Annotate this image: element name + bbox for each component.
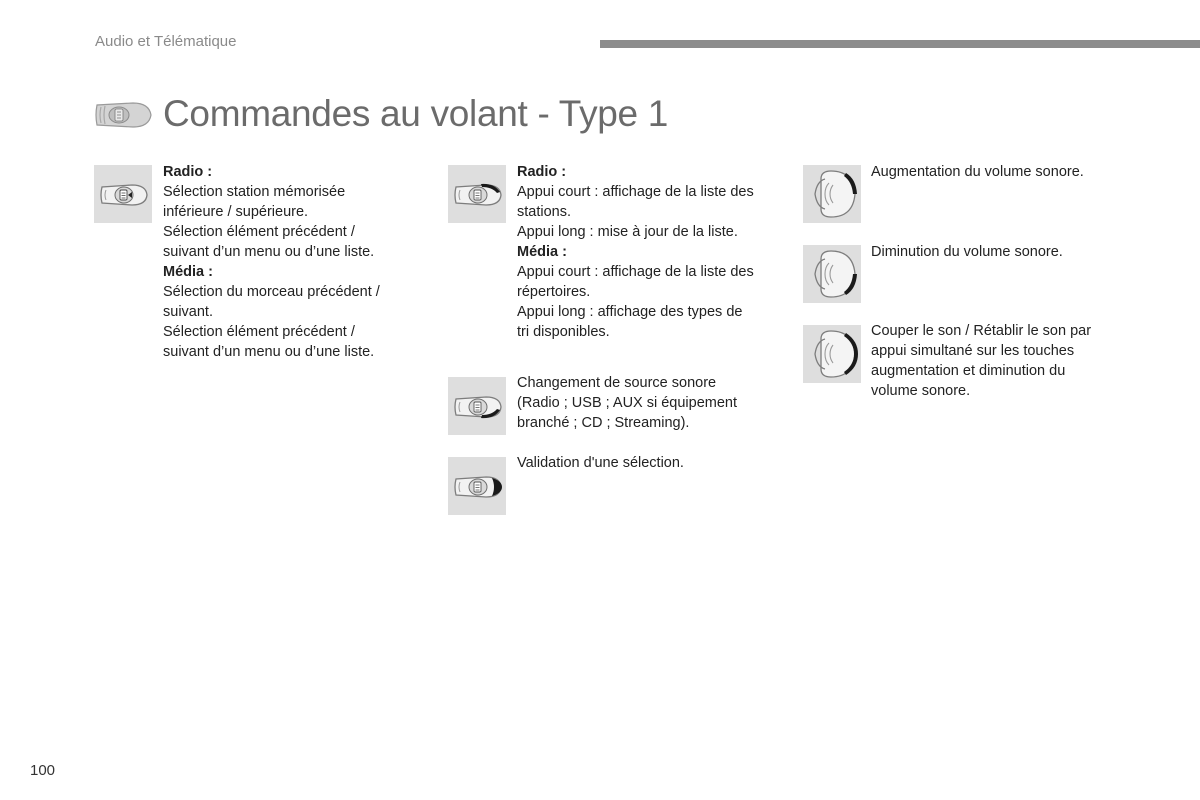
column-2-item-2-text — [517, 373, 737, 433]
page-number: 100 — [30, 762, 56, 779]
text-line: Radio : — [163, 164, 213, 180]
volume-down-control-icon — [803, 245, 861, 303]
text-line: Appui court : affichage de la liste des — [517, 264, 754, 280]
text-line: Sélection station mémorisée — [163, 184, 346, 200]
text-line: branché ; CD ; Streaming). — [517, 415, 690, 431]
header-section-title: Audio et Télématique — [95, 33, 237, 50]
column-3-item-3-text — [871, 321, 1091, 401]
header-bar — [600, 40, 1200, 48]
text-line: répertoires. — [517, 284, 591, 300]
mute-control-icon — [803, 325, 861, 383]
text-line: Appui court : affichage de la liste des — [517, 184, 754, 200]
text-line: Validation d'une sélection. — [517, 455, 684, 471]
text-line: tri disponibles. — [517, 324, 610, 340]
column-2-item-1-text — [517, 162, 754, 342]
text-line: Appui long : mise à jour de la liste. — [517, 224, 738, 240]
text-line: Radio : — [517, 164, 567, 180]
text-line: Média : — [517, 244, 567, 260]
column-2-item-3-text — [517, 453, 684, 473]
volume-up-control-icon — [803, 165, 861, 223]
text-line: Appui long : affichage des types de — [517, 304, 743, 320]
text-line: Changement de source sonore — [517, 375, 717, 391]
text-line: inférieure / supérieure. — [163, 204, 309, 220]
text-line: suivant. — [163, 304, 213, 320]
text-line: volume sonore. — [871, 383, 971, 399]
text-line: (Radio ; USB ; AUX si équipement — [517, 395, 738, 411]
steering-control-top-button-icon — [448, 165, 506, 223]
text-line: appui simultané sur les touches — [871, 343, 1075, 359]
steering-control-bottom-button-icon — [448, 377, 506, 435]
steering-control-end-button-icon — [448, 457, 506, 515]
page-title: Commandes au volant - Type 1 — [163, 93, 669, 134]
text-line: Média : — [163, 264, 213, 280]
text-line: stations. — [517, 204, 571, 220]
text-line: Sélection élément précédent / — [163, 324, 355, 340]
text-line: Couper le son / Rétablir le son par — [871, 323, 1092, 339]
text-line: Sélection élément précédent / — [163, 224, 355, 240]
text-line: Sélection du morceau précédent / — [163, 284, 380, 300]
steering-control-title-icon — [93, 97, 153, 133]
text-line: Augmentation du volume sonore. — [871, 164, 1084, 180]
column-3-item-2-text — [871, 242, 1063, 262]
column-3-item-1-text — [871, 162, 1084, 182]
column-1-item-1-text — [163, 162, 380, 362]
text-line: suivant d’un menu ou d’une liste. — [163, 244, 375, 260]
steering-control-left-wheel-icon — [94, 165, 152, 223]
text-line: augmentation et diminution du — [871, 363, 1066, 379]
text-line: suivant d’un menu ou d’une liste. — [163, 344, 375, 360]
text-line: Diminution du volume sonore. — [871, 244, 1063, 260]
